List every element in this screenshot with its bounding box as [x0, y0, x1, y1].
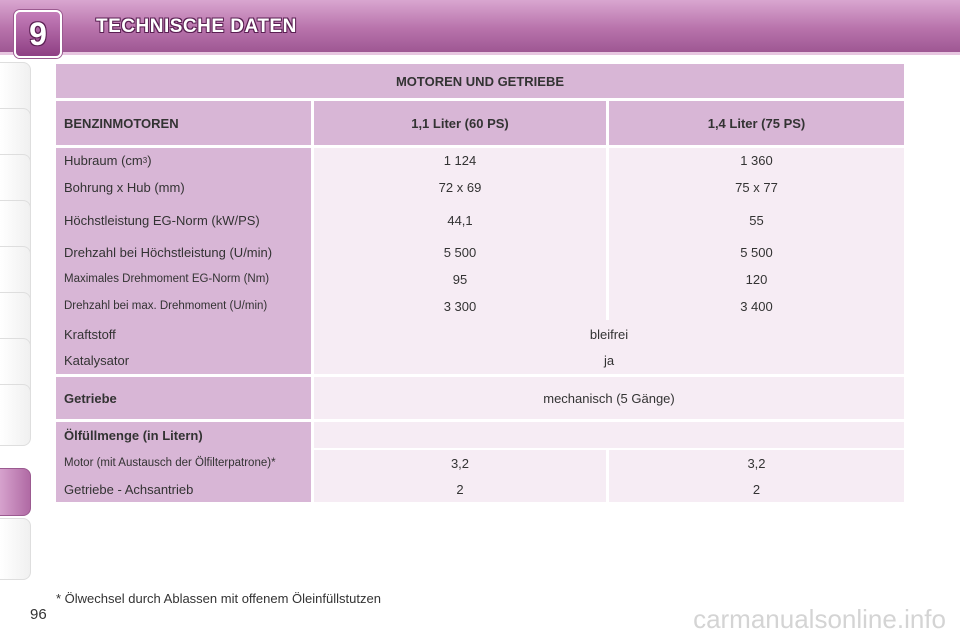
table-row-label: Kraftstoff [64, 326, 116, 342]
chapter-title: TECHNISCHE DATEN [96, 16, 297, 37]
page-number: 96 [30, 606, 47, 623]
row-value: 3,2 [450, 455, 470, 471]
table-row-label: Drehzahl bei max. Drehmoment (U/min) [64, 300, 268, 312]
gearbox-value: mechanisch (5 Gänge) [314, 377, 904, 419]
row-value: 1 360 [740, 152, 773, 168]
table-row-label: Drehzahl bei Höchstleistung (U/min) [64, 244, 273, 260]
row-value-merged: ja [603, 352, 615, 368]
row-value: 72 x 69 [438, 179, 482, 195]
row-value: 1 124 [443, 152, 477, 168]
footnote: * Ölwechsel durch Ablassen mit offenem Öleinfüllstutzen [56, 591, 381, 606]
table-row-label: Bohrung x Hub (mm) [64, 179, 185, 195]
row-value: 95 [452, 271, 468, 287]
table-row-label: Katalysator [64, 352, 130, 368]
row-value: 3 300 [443, 298, 477, 314]
side-tab-8[interactable] [0, 384, 31, 446]
side-tab-10[interactable] [0, 518, 31, 580]
chapter-number: 9 [29, 16, 47, 52]
row-value: 120 [745, 271, 768, 287]
table-row-label: Motor (mit Austausch der Ölfilterpatrone)* [64, 457, 276, 469]
table-row-label: Maximales Drehmoment EG-Norm (Nm) [64, 273, 270, 285]
row-label-end: ) [147, 152, 152, 168]
row-value: 3,2 [747, 455, 766, 471]
row-value: 2 [752, 481, 761, 497]
row-value-merged: bleifrei [589, 326, 629, 342]
row-label-text: Hubraum (cm [64, 152, 143, 168]
side-tab-9-active[interactable] [0, 468, 31, 516]
row-value: 44,1 [447, 212, 473, 228]
column-header-14l: 1,4 Liter (75 PS) [609, 101, 904, 145]
row-value: 3 400 [740, 298, 773, 314]
oil-section-title: Ölfüllmenge (in Litern) [64, 427, 203, 443]
header-divider [0, 52, 960, 55]
row-value: 55 [749, 212, 764, 228]
table-row-label [64, 148, 311, 172]
table-row-label: Höchstleistung EG-Norm (kW/PS) [64, 212, 260, 228]
watermark: carmanualsonline.info [693, 604, 946, 634]
row-value: 5 500 [443, 244, 477, 260]
row-value: 5 500 [740, 244, 773, 260]
oil-header-value-bg [314, 422, 904, 448]
gearbox-label: Getriebe [56, 377, 311, 419]
chapter-side-tabs [0, 62, 36, 578]
row-label-superscript: 3 [142, 155, 148, 165]
table-title: MOTOREN UND GETRIEBE [56, 64, 904, 98]
chapter-badge [14, 10, 62, 58]
table-row-label: Getriebe - Achsantrieb [64, 481, 194, 497]
row-value: 75 x 77 [735, 179, 778, 195]
column-header-engine: BENZINMOTOREN [56, 101, 311, 145]
row-value: 2 [456, 481, 464, 497]
column-header-11l: 1,1 Liter (60 PS) [314, 101, 606, 145]
